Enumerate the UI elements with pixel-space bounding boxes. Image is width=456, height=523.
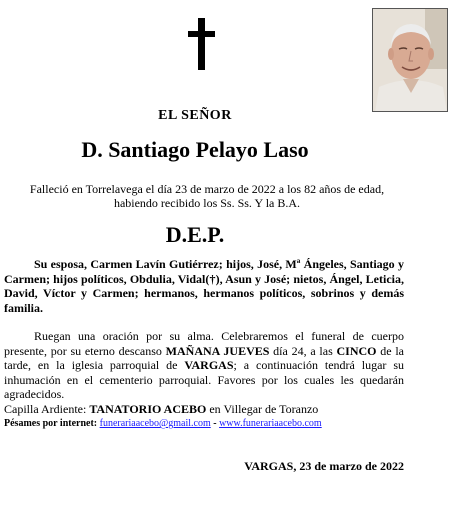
funeral-paragraph: [4, 329, 404, 402]
chapel-name: TANATORIO ACEBO: [89, 402, 207, 416]
email-link[interactable]: funerariaacebo@gmail.com: [99, 418, 211, 429]
death-notice-line-2: habiendo recibido los Ss. Ss. Y la B.A.: [113, 196, 301, 210]
funeral-text-3: de la tarde, en la iglesia parroquial de: [4, 343, 404, 372]
death-notice: [0, 182, 414, 210]
cross-icon: [188, 18, 214, 70]
funeral-text-2: día 24, a las: [269, 343, 337, 358]
funeral-hour: CINCO: [336, 343, 377, 358]
website-link[interactable]: www.funerariaacebo.com: [219, 418, 322, 429]
condolences-line: [4, 418, 322, 429]
portrait-photo: [372, 8, 448, 112]
funeral-place: VARGAS: [184, 358, 234, 372]
family-paragraph: Su esposa, Carmen Lavín Gutiérrez; hijos, José, Mª Ángeles, Santiago y Carmen; hijos políticos, Obdulia, Vidal(†), Asun y José; nietos, Ángel, Leticia, David, Víctor y Carmen; hermanos, hermanos políticos, sobrinos y demás familia.: [4, 257, 404, 315]
dep-heading: D.E.P.: [165, 222, 225, 247]
chapel-label: Capilla Ardiente:: [4, 402, 90, 416]
place-date-signature: VARGAS, 23 de marzo de 2022: [244, 459, 404, 473]
funeral-text-1: Ruegan una oración por su alma. Celebraremos el funeral de cuerpo presente, por su eterno descanso: [4, 329, 404, 358]
link-separator: -: [210, 418, 220, 429]
condolences-label: Pésames por internet:: [4, 418, 100, 429]
funeral-text-4: ; a continuación tendrá lugar su inhumación en el cementerio parroquial. Favores por los cuales les quedarán agradecidos.: [4, 358, 405, 401]
death-notice-line-1: Falleció en Torrelavega el día 23 de marzo de 2022 a los 82 años de edad,: [29, 182, 385, 196]
deceased-name: D. Santiago Pelayo Laso: [81, 137, 309, 162]
title: EL SEÑOR: [158, 108, 232, 123]
chapel-line: [4, 402, 318, 417]
chapel-location: en Villegar de Toranzo: [206, 402, 319, 416]
funeral-day: MAÑANA JUEVES: [165, 343, 270, 358]
